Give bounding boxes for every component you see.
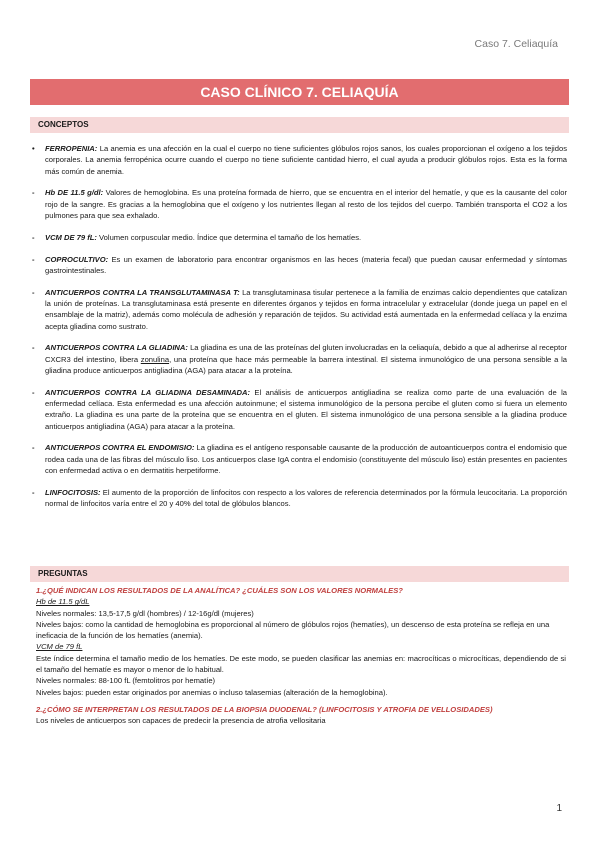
- bullet: -: [32, 287, 35, 297]
- concept-term: ANTICUERPOS CONTRA LA GLIADINA DESAMINADA:: [45, 387, 251, 397]
- concept-term: ANTICUERPOS CONTRA LA TRANSGLUTAMINASA T:: [45, 287, 240, 297]
- concept-definition-cont: , una proteína que hace más permeable la barrera intestinal. El sistema inmunológico de una persona sensible a la gliadina produce anticuerpos antigliadina (AGA) para atacar a la proteína.: [45, 354, 567, 375]
- page-number: 1: [556, 803, 562, 814]
- bullet: •: [32, 144, 35, 153]
- bullet: -: [32, 254, 35, 264]
- vcm-low-values: Niveles bajos: pueden estar originados por anemias o incluso talasemias (alteración de la hemoglobina).: [36, 687, 388, 697]
- concept-item-endomisio: [32, 442, 567, 476]
- vcm-subheading: VCM de 79 fL: [36, 642, 83, 652]
- bullet: -: [32, 188, 35, 198]
- concept-item-linfocitosis: [32, 487, 567, 510]
- concept-definition: Es un examen de laboratorio para encontrar organismos en las heces (materia fecal) que puedan causar enfermedad y síntomas gastrointestinales.: [45, 254, 567, 275]
- bullet: -: [32, 487, 35, 497]
- concept-item-vcm: [32, 232, 567, 243]
- bullet: -: [32, 443, 35, 453]
- concept-definition: Volumen corpuscular medio. Índice que determina el tamaño de los hematíes.: [99, 232, 362, 242]
- concept-definition: El análisis de anticuerpos antigliadina se realiza como parte de una evaluación de la enfermedad celíaca. Esta enfermedad es una afección autoinmune; el sistema inmunológico de la persona percibe el gluten como si fuera un elemento extraño. La gliadina es una parte de la proteína que se encuentra en el gluten. El sistema inmunológico de una persona sensible a la gliadina produce anticuerpos antigliadina (AGA) para atacar a la proteína.: [45, 387, 567, 431]
- hb-subheading: Hb de 11.5 g/dL: [36, 597, 90, 607]
- question-2: 2.¿CÓMO SE INTERPRETAN LOS RESULTADOS DE LA BIOPSIA DUODENAL? (LINFOCITOSIS Y ATROFIA DE VELLOSIDADES): [36, 704, 493, 714]
- concept-term: VCM DE 79 fL:: [45, 232, 97, 242]
- question-2-answer: Los niveles de anticuerpos son capaces de predecir la presencia de atrofia vellositaria: [36, 716, 326, 726]
- vcm-normal-values: Niveles normales: 88-100 fL (femtolitros por hematíe): [36, 676, 216, 686]
- concept-definition: La anemia es una afección en la cual el cuerpo no tiene suficientes glóbulos rojos sanos, los cuales proporcionan el oxígeno a los tejidos corporales. La anemia ferropénica ocurre cuando el cuerpo no tiene suficiente cantidad hierro, el cual ayuda a producir glóbulos rojos. Esta es la forma más común de anemia.: [45, 144, 567, 176]
- questions-section: [36, 585, 566, 727]
- running-header: Caso 7. Celiaquía: [474, 38, 558, 50]
- page-title: CASO CLÍNICO 7. CELIAQUÍA: [30, 79, 569, 105]
- bullet: -: [32, 232, 35, 242]
- concept-term: ANTICUERPOS CONTRA LA GLIADINA:: [45, 343, 188, 353]
- concept-definition: El aumento de la proporción de linfocitos con respecto a los valores de referencia determinados por la fórmula leucocitaria. La proporción normal de linfocitos varía entre el 20 y 40% del total de glóbulos blancos.: [45, 487, 567, 509]
- questions-heading: PREGUNTAS: [30, 566, 569, 582]
- concept-definition: La transglutaminasa tisular pertenece a la familia de enzimas calcio dependientes que catalizan la unión de proteínas. La transglutaminasa está presente en diferentes órganos y tejidos en forma intracelular y extracelular (donde juega un papel en el ensamblaje de la matriz), además como molécula de adhesión y reparación de tejidos. Su actividad está aumentada en la enfermedad celíaca y la enzima acepta gliadina como sustrato.: [45, 287, 567, 331]
- concept-item-coprocultivo: [32, 254, 567, 277]
- concept-definition: Valores de hemoglobina. Es una proteína formada de hierro, que se encuentra en el interior del hematíe, y que es la causante del color rojo de la sangre. Es gracias a la hemoglobina que el oxígeno y los nutrientes llegan al resto de los tejidos del cuerpo. También transporta el CO2 a los pulmones para que sea exhalado.: [45, 188, 567, 220]
- concept-term: COPROCULTIVO:: [45, 254, 109, 264]
- concept-item-hb: [32, 187, 567, 221]
- concept-item-gliadina-desaminada: [32, 387, 567, 432]
- concept-definition: La gliadina es el antígeno responsable causante de la producción de autoanticuerpos contra el endomisio que rodea cada una de las fibras del músculo liso. Los anticuerpos clase IgA contra el endomisio (constituyente del músculo liso) están presentes en pacientes con enfermedad activa o en dermatitis herpetiforme.: [45, 443, 567, 476]
- vcm-description: Este índice determina el tamaño medio de los hematíes. De este modo, se pueden clasificar las anemias en: macrocíticas o microcíticas, dependiendo de si el tamaño del hematíe es mayor o menor de lo habitual.: [36, 653, 566, 675]
- question-1: 1.¿QUÉ INDICAN LOS RESULTADOS DE LA ANALÍTICA? ¿CUÁLES SON LOS VALORES NORMALES?: [36, 586, 403, 595]
- concept-item-ferropenia: [32, 143, 567, 177]
- concept-term: FERROPENIA:: [45, 144, 98, 153]
- zonulina-underlined: zonulina: [140, 354, 170, 364]
- concept-item-gliadina: [32, 342, 567, 376]
- concept-definition: La gliadina es una de las proteínas del gluten involucradas en la celiaquía, debido a que al adherirse al receptor CXCR3 del intestino, libera: [45, 343, 567, 364]
- bullet: -: [32, 387, 35, 397]
- concept-term: Hb DE 11.5 g/dl:: [45, 188, 104, 198]
- bullet: -: [32, 343, 35, 353]
- concept-term: LINFOCITOSIS:: [45, 487, 101, 497]
- concepts-list: [32, 143, 567, 520]
- hb-normal-values: Niveles normales: 13,5-17,5 g/dl (hombres) / 12-16g/dl (mujeres): [36, 608, 254, 618]
- hb-low-values: Niveles bajos: como la cantidad de hemoglobina es proporcional al número de glóbulos rojos (hematíes), un descenso de esta proteína se refleja en una ineficacia de la función de los hematíes (anemia).: [36, 619, 550, 641]
- concepts-heading: CONCEPTOS: [30, 117, 569, 133]
- concept-item-transglutaminasa: [32, 287, 567, 332]
- concept-term: ANTICUERPOS CONTRA EL ENDOMISIO:: [45, 443, 195, 453]
